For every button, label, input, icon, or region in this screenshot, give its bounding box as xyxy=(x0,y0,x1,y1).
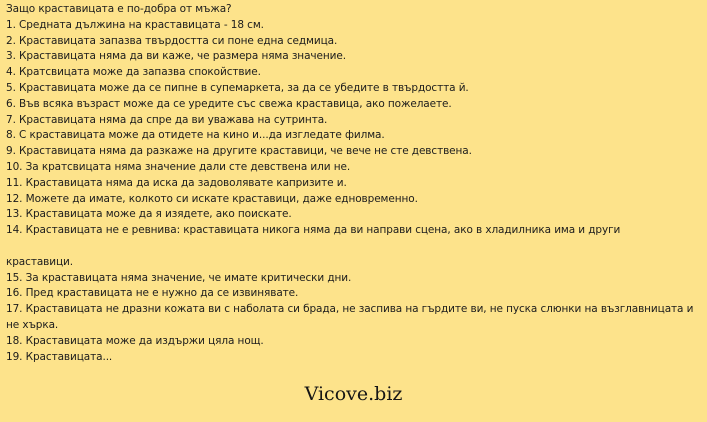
list-item: 7. Краставицата няма да спре да ви уважава на сутринта. xyxy=(6,113,328,126)
list-item: 13. Краставицата може да я изядете, ако поискате. xyxy=(6,208,292,221)
list-item: 9. Краставицата няма да разкаже на другите краставици, че вече не сте девствена. xyxy=(6,145,472,158)
list-item: 14. Краставицата не е ревнива: краставицата никога няма да ви направи сцена, ако в хладилника има и други xyxy=(6,224,621,237)
list-item: 10. За кратсвицата няма значение дали сте девствена или не. xyxy=(6,160,351,173)
list-item: 15. За краставицата няма значение, че имате критически дни. xyxy=(6,271,352,284)
list-item: 1. Средната дължина на краставицата - 18 см. xyxy=(6,18,264,31)
list-item: 11. Краставицата няма да иска да задоволявате капризите и. xyxy=(6,176,347,189)
list-item: 5. Краставицата може да се пипне в супемаркета, за да се убедите в твърдостта й. xyxy=(6,81,469,94)
list-item: 3. Краставицата няма да ви каже, че размера няма значение. xyxy=(6,50,346,63)
list-item: 17. Краставицата не дразни кожата ви с наболата си брада, не заспива на гърдите ви, не пуска слюнки на възглавницата и не хърка. xyxy=(6,303,694,331)
list-item: 4. Кратсвицата може да запазва спокойствие. xyxy=(6,66,261,79)
list-item: 6. Във всяка възраст може да се уредите със свежа краставица, ако пожелаете. xyxy=(6,97,452,110)
list-item: 8. С краставицата може да отидете на кино и...да изгледате филма. xyxy=(6,129,385,142)
list-item: 2. Краставицата запазва твърдостта си поне една седмица. xyxy=(6,34,338,47)
site-watermark: Vicove.biz xyxy=(304,383,403,405)
joke-text xyxy=(6,2,696,365)
list-item: краставици. xyxy=(6,255,73,268)
list-item: 12. Можете да имате, колкото си искате краставици, даже едновременно. xyxy=(6,192,418,205)
blank-line xyxy=(6,239,696,255)
list-item: 18. Краставицата може да издържи цяла нощ. xyxy=(6,334,264,347)
list-item: 19. Краставицата... xyxy=(6,350,113,363)
list-item: 16. Пред краставицата не е нужно да се извинявате. xyxy=(6,287,299,300)
joke-title: Защо краставицата е по-добра от мъжа? xyxy=(6,3,232,15)
